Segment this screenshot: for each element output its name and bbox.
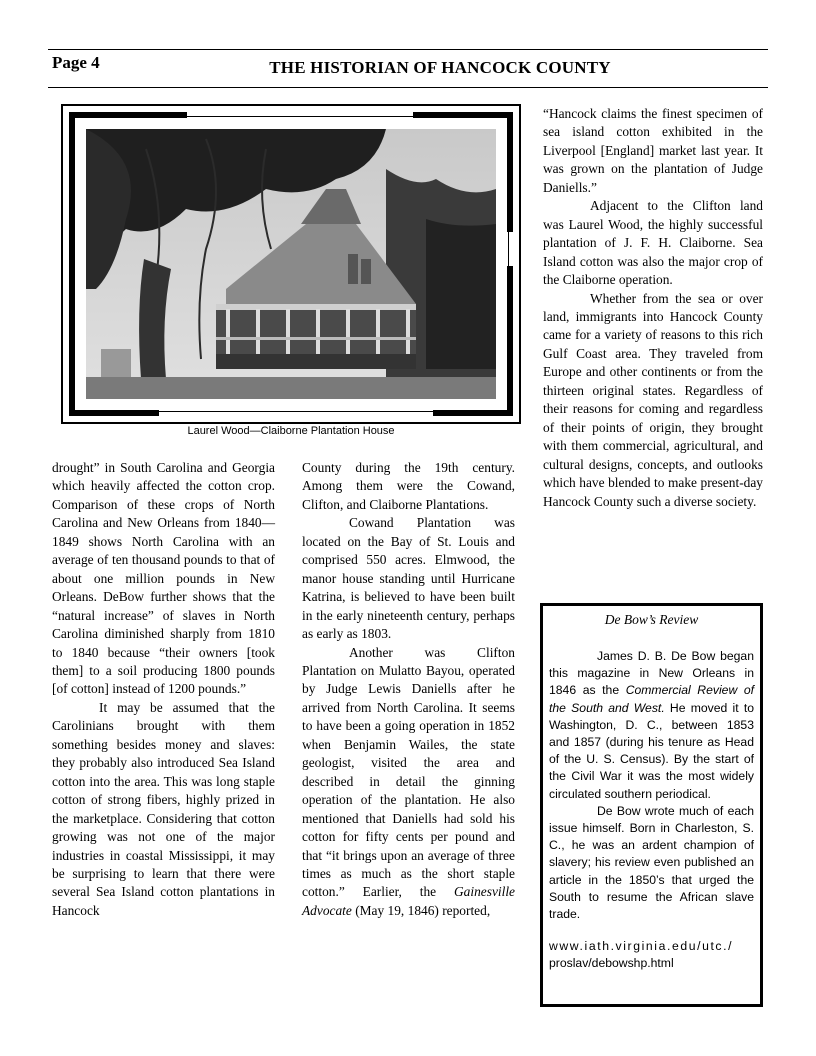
sidebar-title: De Bow’s Review (604, 612, 699, 627)
article-column-2 (302, 459, 515, 920)
paragraph: Whether from the sea or over land, immigrants into Hancock County came for a variety of reasons to this rich Gulf Coast area. They traveled from Europe and other continents or from the thirteen original states. Regardless of their reasons for coming and regardless of their points of origin, they brought with them commercial, agricultural, and cultural designs, concepts, and outlooks which have blended to make present-day Hancock County such a diverse society. (543, 290, 763, 509)
photo-caption: Laurel Wood—Claiborne Plantation House (187, 425, 395, 437)
magazine-title: Commercial Review of the South and West. (549, 683, 755, 715)
header-rule-bottom (48, 87, 768, 88)
paragraph: Cowand Plantation was located on the Bay of St. Louis and comprised 550 acres. Elmwood, the manor house standing until Hurricane Katrina, is believed to have been built in the early nineteenth century, perhaps as early as 1803. (302, 515, 515, 642)
paragraph: County during the 19th century. Among them were the Cowand, Clifton, and Claiborne Plantations. (302, 460, 515, 512)
paragraph: Another was Clifton Plantation on Mulatto Bayou, operated by Judge Lewis Daniells after he arrived from North Carolina. It seems to have been a going operation in 1852 when Benjamin Wailes, the state geologist, visited the area and described in detail the ginning operation of the plantation. He also mentioned that Daniells had sold his cotton for fifty cents per pound and that “it brings upon an average of three times as much as the short staple cotton.” Earlier, the Gainesville Advocate (May 19, 1846) reported, (302, 644, 515, 918)
paragraph: Adjacent to the Clifton land was Laurel Wood, the highly successful plantation of J. F. H. Claiborne. Sea Island cotton was also the major crop of the Claiborne operation. (543, 198, 763, 288)
article-column-3 (543, 105, 763, 511)
newsletter-title: THE HISTORIAN OF HANCOCK COUNTY (269, 58, 611, 77)
photo-frame (61, 104, 521, 424)
sidebar-paragraph: De Bow wrote much of each issue himself. Born in Charleston, S. C., he was an ardent champion of slavery; his review even published an article in the 1850’s that urged the South to resume the African slave trade. (549, 803, 754, 922)
paragraph: drought” in South Carolina and Georgia which heavily affected the cotton crop. Comparison of these crops of North Carolina and New Orleans from 1840—1849 shows North Carolina with an average of ten thousand pounds to that of about one million pounds in New Orleans. DeBow further shows that the “natural increase” of slaves in North Carolina diminished sharply from 1810 to 1840 because “their owners [took them] to a soil producing 1800 pounds [of cotton] instead of 1200 pounds.” (52, 460, 275, 697)
plantation-house-photo (86, 129, 496, 399)
paragraph: “Hancock claims the finest specimen of sea island cotton exhibited in the Liverpool [England] market last year. It was grown on the plantation of Judge Daniells.” (543, 106, 763, 195)
article-column-1 (52, 459, 275, 920)
page-number: Page 4 (52, 53, 100, 72)
newspaper-title: Gainesville Advocate (302, 884, 515, 918)
paragraph: It may be assumed that the Carolinians brought with them something besides money and slaves: they probably also introduced Sea Island cotton into the area. This was long staple cotton of strong fibers, highly prized in the marketplace. Considering that cotton growing was not one of the major industries in coastal Mississippi, it may be surprising to learn that there were several Sea Island cotton plantations in Hancock (52, 699, 275, 918)
debows-review-sidebar (540, 603, 763, 1007)
header-rule-top (48, 49, 768, 50)
source-url[interactable]: www.iath.virginia.edu/utc./ proslav/debowshp.html (549, 939, 734, 971)
sidebar-paragraph: James D. B. De Bow began this magazine in New Orleans in 1846 as the Commercial Review of the South and West. He moved it to Washington, D. C., between 1853 and 1857 (during his tenure as Head of the U. S. Census). By the start of the Civil War it was the most widely circulated southern periodical. (549, 649, 755, 801)
